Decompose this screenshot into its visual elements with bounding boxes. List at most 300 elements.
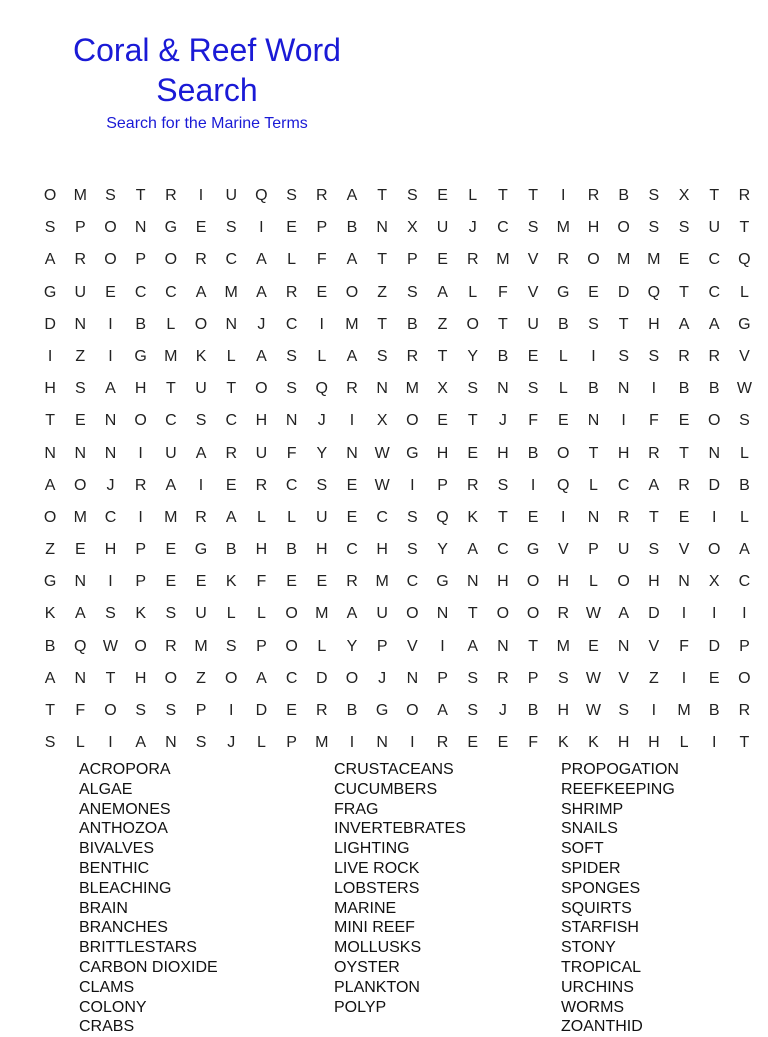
- grid-letter[interactable]: H: [255, 541, 268, 559]
- grid-letter[interactable]: G: [738, 315, 751, 333]
- grid-letter[interactable]: F: [528, 734, 538, 752]
- grid-letter[interactable]: O: [406, 702, 419, 719]
- grid-letter[interactable]: R: [255, 476, 268, 494]
- grid-letter[interactable]: I: [228, 702, 234, 719]
- grid-letter[interactable]: W: [585, 605, 602, 623]
- grid-letter[interactable]: Z: [75, 347, 86, 365]
- grid-letter[interactable]: X: [708, 573, 720, 591]
- grid-letter[interactable]: N: [587, 412, 600, 430]
- grid-letter[interactable]: T: [648, 508, 659, 526]
- grid-letter[interactable]: O: [617, 573, 630, 591]
- grid-letter[interactable]: U: [195, 605, 207, 623]
- grid-letter[interactable]: F: [286, 444, 297, 462]
- grid-letter[interactable]: I: [138, 444, 143, 462]
- grid-letter[interactable]: X: [407, 219, 418, 237]
- grid-letter[interactable]: N: [376, 380, 388, 398]
- grid-letter[interactable]: U: [617, 541, 630, 559]
- grid-letter[interactable]: N: [497, 380, 509, 398]
- grid-letter[interactable]: X: [437, 380, 448, 398]
- grid-letter[interactable]: S: [376, 347, 388, 365]
- grid-letter[interactable]: L: [739, 444, 749, 462]
- grid-letter[interactable]: E: [165, 573, 177, 591]
- grid-letter[interactable]: M: [194, 637, 208, 655]
- grid-letter[interactable]: T: [45, 702, 55, 719]
- grid-letter[interactable]: O: [406, 605, 419, 623]
- grid-letter[interactable]: N: [376, 734, 388, 752]
- grid-letter[interactable]: L: [558, 380, 568, 398]
- grid-letter[interactable]: P: [437, 476, 448, 494]
- grid-letter[interactable]: I: [651, 702, 657, 719]
- grid-letter[interactable]: N: [74, 669, 87, 687]
- grid-letter[interactable]: R: [617, 508, 630, 526]
- grid-letter[interactable]: I: [108, 573, 113, 591]
- grid-letter[interactable]: W: [585, 669, 602, 687]
- grid-letter[interactable]: R: [285, 283, 298, 301]
- grid-letter[interactable]: A: [467, 541, 479, 559]
- grid-letter[interactable]: V: [739, 347, 750, 365]
- grid-letter[interactable]: N: [346, 444, 358, 462]
- grid-letter[interactable]: A: [44, 476, 56, 494]
- grid-letter[interactable]: M: [73, 508, 87, 526]
- grid-letter[interactable]: T: [528, 187, 538, 204]
- grid-letter[interactable]: V: [648, 637, 660, 655]
- grid-letter[interactable]: R: [346, 573, 358, 591]
- grid-letter[interactable]: R: [165, 187, 177, 204]
- grid-letter[interactable]: L: [589, 476, 598, 494]
- grid-letter[interactable]: A: [346, 605, 358, 623]
- grid-letter[interactable]: A: [256, 251, 267, 269]
- grid-letter[interactable]: L: [558, 347, 568, 365]
- grid-letter[interactable]: I: [108, 347, 113, 365]
- grid-letter[interactable]: T: [498, 508, 508, 526]
- grid-letter[interactable]: S: [165, 702, 177, 719]
- grid-letter[interactable]: R: [678, 476, 690, 494]
- grid-letter[interactable]: Q: [315, 380, 328, 398]
- grid-letter[interactable]: S: [407, 508, 418, 526]
- grid-letter[interactable]: S: [467, 380, 479, 398]
- grid-letter[interactable]: O: [43, 187, 57, 204]
- grid-letter[interactable]: H: [134, 669, 147, 687]
- grid-letter[interactable]: J: [468, 219, 477, 237]
- grid-letter[interactable]: P: [135, 541, 146, 559]
- grid-letter[interactable]: G: [436, 573, 449, 591]
- grid-letter[interactable]: G: [194, 541, 208, 559]
- grid-letter[interactable]: S: [225, 219, 237, 237]
- grid-letter[interactable]: A: [678, 315, 690, 333]
- grid-letter[interactable]: R: [74, 251, 87, 269]
- grid-letter[interactable]: T: [467, 412, 478, 430]
- grid-letter[interactable]: E: [437, 187, 448, 204]
- grid-letter[interactable]: T: [105, 669, 116, 687]
- grid-letter[interactable]: O: [526, 605, 540, 623]
- grid-letter[interactable]: J: [498, 412, 507, 430]
- grid-letter[interactable]: J: [106, 476, 115, 494]
- grid-letter[interactable]: L: [287, 508, 297, 526]
- grid-letter[interactable]: A: [437, 283, 448, 301]
- grid-letter[interactable]: E: [467, 444, 479, 462]
- grid-letter[interactable]: L: [256, 605, 266, 623]
- grid-letter[interactable]: R: [346, 380, 358, 398]
- grid-letter[interactable]: S: [74, 380, 86, 398]
- grid-letter[interactable]: I: [561, 508, 566, 526]
- grid-letter[interactable]: B: [588, 380, 599, 398]
- grid-letter[interactable]: P: [739, 637, 750, 655]
- grid-letter[interactable]: H: [44, 380, 56, 398]
- grid-letter[interactable]: E: [678, 251, 690, 269]
- grid-letter[interactable]: P: [437, 669, 448, 687]
- grid-letter[interactable]: H: [557, 573, 570, 591]
- grid-letter[interactable]: N: [225, 315, 237, 333]
- grid-letter[interactable]: S: [467, 702, 479, 719]
- grid-letter[interactable]: L: [256, 508, 266, 526]
- grid-letter[interactable]: L: [226, 347, 236, 365]
- grid-letter[interactable]: V: [407, 637, 418, 655]
- grid-letter[interactable]: Z: [437, 315, 448, 333]
- grid-letter[interactable]: I: [651, 380, 657, 398]
- grid-letter[interactable]: T: [165, 380, 176, 398]
- grid-letter[interactable]: E: [316, 573, 328, 591]
- grid-letter[interactable]: S: [467, 669, 479, 687]
- grid-letter[interactable]: N: [617, 637, 630, 655]
- grid-letter[interactable]: I: [349, 412, 355, 430]
- grid-letter[interactable]: B: [407, 315, 418, 333]
- grid-letter[interactable]: T: [709, 187, 720, 204]
- grid-letter[interactable]: T: [377, 187, 388, 204]
- grid-letter[interactable]: C: [708, 251, 720, 269]
- grid-letter[interactable]: S: [527, 219, 539, 237]
- grid-letter[interactable]: Z: [196, 669, 206, 687]
- grid-letter[interactable]: B: [527, 444, 539, 462]
- grid-letter[interactable]: M: [164, 508, 178, 526]
- grid-letter[interactable]: U: [708, 219, 720, 237]
- grid-letter[interactable]: E: [346, 476, 358, 494]
- grid-letter[interactable]: T: [498, 315, 508, 333]
- grid-letter[interactable]: S: [165, 605, 177, 623]
- grid-letter[interactable]: E: [74, 412, 86, 430]
- grid-letter[interactable]: O: [707, 412, 721, 430]
- grid-letter[interactable]: T: [739, 219, 750, 237]
- grid-letter[interactable]: A: [739, 541, 750, 559]
- grid-letter[interactable]: R: [195, 508, 207, 526]
- grid-letter[interactable]: R: [708, 347, 720, 365]
- grid-letter[interactable]: S: [286, 380, 297, 398]
- grid-letter[interactable]: S: [648, 187, 660, 204]
- grid-letter[interactable]: O: [194, 315, 208, 333]
- grid-letter[interactable]: I: [440, 637, 445, 655]
- grid-letter[interactable]: O: [104, 702, 117, 719]
- grid-letter[interactable]: E: [437, 412, 448, 430]
- grid-letter[interactable]: I: [198, 476, 204, 494]
- grid-letter[interactable]: E: [195, 219, 207, 237]
- grid-letter[interactable]: G: [406, 444, 419, 462]
- grid-letter[interactable]: S: [407, 187, 418, 204]
- grid-letter[interactable]: V: [557, 541, 569, 559]
- grid-letter[interactable]: R: [316, 702, 328, 719]
- grid-letter[interactable]: E: [74, 541, 86, 559]
- grid-letter[interactable]: B: [739, 476, 750, 494]
- grid-letter[interactable]: R: [466, 476, 479, 494]
- grid-letter[interactable]: D: [708, 476, 720, 494]
- grid-letter[interactable]: R: [195, 251, 207, 269]
- grid-letter[interactable]: X: [376, 412, 388, 430]
- grid-letter[interactable]: S: [618, 347, 629, 365]
- grid-letter[interactable]: K: [557, 734, 569, 752]
- grid-letter[interactable]: T: [377, 251, 388, 269]
- grid-letter[interactable]: C: [165, 412, 177, 430]
- grid-letter[interactable]: T: [739, 734, 750, 752]
- grid-letter[interactable]: I: [349, 734, 355, 752]
- grid-letter[interactable]: R: [436, 734, 449, 752]
- grid-letter[interactable]: A: [467, 637, 479, 655]
- grid-letter[interactable]: L: [589, 573, 598, 591]
- grid-letter[interactable]: M: [224, 283, 238, 301]
- grid-letter[interactable]: R: [466, 251, 479, 269]
- grid-letter[interactable]: H: [617, 734, 630, 752]
- grid-letter[interactable]: P: [135, 573, 146, 591]
- grid-letter[interactable]: C: [285, 476, 298, 494]
- grid-letter[interactable]: O: [466, 315, 479, 333]
- grid-letter[interactable]: P: [407, 251, 418, 269]
- grid-letter[interactable]: I: [561, 187, 566, 204]
- grid-letter[interactable]: A: [618, 605, 629, 623]
- grid-letter[interactable]: M: [164, 347, 178, 365]
- grid-letter[interactable]: I: [410, 734, 415, 752]
- grid-letter[interactable]: L: [679, 734, 689, 752]
- grid-letter[interactable]: T: [226, 380, 237, 398]
- grid-letter[interactable]: E: [527, 508, 539, 526]
- grid-letter[interactable]: E: [195, 573, 207, 591]
- grid-letter[interactable]: M: [345, 315, 359, 333]
- grid-letter[interactable]: O: [406, 412, 419, 430]
- grid-letter[interactable]: E: [588, 637, 599, 655]
- grid-letter[interactable]: M: [73, 187, 87, 204]
- grid-letter[interactable]: G: [134, 347, 147, 365]
- grid-letter[interactable]: M: [496, 251, 510, 269]
- grid-letter[interactable]: A: [165, 476, 177, 494]
- grid-letter[interactable]: I: [711, 734, 717, 752]
- grid-letter[interactable]: J: [378, 669, 387, 687]
- grid-letter[interactable]: A: [256, 283, 267, 301]
- grid-letter[interactable]: E: [346, 508, 358, 526]
- grid-letter[interactable]: O: [164, 251, 178, 269]
- grid-letter[interactable]: S: [648, 347, 660, 365]
- grid-letter[interactable]: H: [255, 412, 268, 430]
- grid-letter[interactable]: M: [647, 251, 661, 269]
- grid-letter[interactable]: N: [104, 412, 117, 430]
- grid-letter[interactable]: K: [135, 605, 146, 623]
- grid-letter[interactable]: E: [316, 283, 328, 301]
- grid-letter[interactable]: A: [74, 605, 86, 623]
- grid-letter[interactable]: N: [376, 219, 388, 237]
- grid-letter[interactable]: N: [285, 412, 298, 430]
- grid-letter[interactable]: L: [739, 283, 749, 301]
- grid-letter[interactable]: I: [742, 605, 747, 623]
- grid-letter[interactable]: C: [617, 476, 630, 494]
- grid-letter[interactable]: H: [376, 541, 388, 559]
- grid-letter[interactable]: O: [738, 669, 751, 687]
- grid-letter[interactable]: B: [44, 637, 56, 655]
- grid-letter[interactable]: O: [104, 219, 117, 237]
- grid-letter[interactable]: T: [135, 187, 146, 204]
- grid-letter[interactable]: L: [287, 251, 297, 269]
- grid-letter[interactable]: S: [286, 187, 297, 204]
- grid-letter[interactable]: I: [108, 734, 113, 752]
- grid-letter[interactable]: H: [587, 219, 600, 237]
- grid-letter[interactable]: N: [678, 573, 690, 591]
- grid-letter[interactable]: W: [374, 444, 390, 462]
- grid-letter[interactable]: I: [198, 187, 204, 204]
- grid-letter[interactable]: M: [556, 637, 570, 655]
- grid-letter[interactable]: R: [165, 637, 177, 655]
- grid-letter[interactable]: A: [195, 283, 207, 301]
- grid-letter[interactable]: R: [587, 187, 600, 204]
- grid-letter[interactable]: V: [527, 283, 539, 301]
- grid-letter[interactable]: S: [527, 380, 539, 398]
- grid-letter[interactable]: E: [105, 283, 116, 301]
- grid-letter[interactable]: Y: [316, 444, 328, 462]
- grid-letter[interactable]: E: [678, 508, 690, 526]
- grid-letter[interactable]: U: [74, 283, 87, 301]
- grid-letter[interactable]: A: [346, 347, 358, 365]
- grid-letter[interactable]: N: [436, 605, 449, 623]
- grid-letter[interactable]: I: [530, 476, 536, 494]
- grid-letter[interactable]: N: [104, 444, 117, 462]
- grid-letter[interactable]: Z: [377, 283, 388, 301]
- grid-letter[interactable]: R: [134, 476, 147, 494]
- grid-letter[interactable]: B: [618, 187, 629, 204]
- grid-letter[interactable]: S: [407, 283, 418, 301]
- grid-letter[interactable]: S: [44, 734, 56, 752]
- grid-letter[interactable]: W: [585, 702, 602, 719]
- grid-letter[interactable]: O: [345, 283, 359, 301]
- grid-letter[interactable]: F: [316, 251, 327, 269]
- grid-letter[interactable]: K: [467, 508, 479, 526]
- grid-letter[interactable]: D: [44, 315, 56, 333]
- grid-letter[interactable]: T: [618, 315, 629, 333]
- grid-letter[interactable]: L: [256, 734, 266, 752]
- grid-letter[interactable]: B: [527, 702, 539, 719]
- grid-letter[interactable]: N: [466, 573, 479, 591]
- grid-letter[interactable]: H: [497, 573, 509, 591]
- grid-letter[interactable]: B: [286, 541, 297, 559]
- grid-letter[interactable]: C: [497, 541, 509, 559]
- grid-letter[interactable]: P: [256, 637, 267, 655]
- grid-letter[interactable]: L: [739, 508, 749, 526]
- grid-letter[interactable]: U: [376, 605, 388, 623]
- grid-letter[interactable]: N: [74, 444, 87, 462]
- grid-letter[interactable]: T: [679, 444, 689, 462]
- grid-letter[interactable]: Y: [467, 347, 479, 365]
- grid-letter[interactable]: T: [467, 605, 478, 623]
- grid-letter[interactable]: C: [497, 219, 509, 237]
- grid-letter[interactable]: M: [315, 605, 329, 623]
- grid-letter[interactable]: I: [47, 347, 53, 365]
- grid-letter[interactable]: B: [708, 702, 720, 719]
- grid-letter[interactable]: T: [588, 444, 599, 462]
- grid-letter[interactable]: I: [319, 315, 324, 333]
- grid-letter[interactable]: E: [497, 734, 509, 752]
- grid-letter[interactable]: E: [467, 734, 479, 752]
- grid-letter[interactable]: Z: [648, 669, 659, 687]
- grid-letter[interactable]: N: [74, 573, 87, 591]
- grid-letter[interactable]: E: [678, 412, 690, 430]
- grid-letter[interactable]: R: [738, 702, 751, 719]
- grid-letter[interactable]: D: [255, 702, 268, 719]
- grid-letter[interactable]: C: [738, 573, 751, 591]
- grid-letter[interactable]: I: [681, 669, 687, 687]
- grid-letter[interactable]: O: [285, 605, 298, 623]
- grid-letter[interactable]: N: [134, 219, 147, 237]
- grid-letter[interactable]: A: [708, 315, 720, 333]
- grid-letter[interactable]: S: [135, 702, 146, 719]
- grid-letter[interactable]: B: [497, 347, 509, 365]
- grid-letter[interactable]: I: [591, 347, 596, 365]
- grid-letter[interactable]: J: [257, 315, 266, 333]
- grid-letter[interactable]: H: [497, 444, 509, 462]
- grid-letter[interactable]: H: [436, 444, 449, 462]
- grid-letter[interactable]: Z: [45, 541, 55, 559]
- grid-letter[interactable]: Y: [346, 637, 358, 655]
- grid-letter[interactable]: F: [498, 283, 508, 301]
- grid-letter[interactable]: F: [256, 573, 267, 591]
- grid-letter[interactable]: S: [588, 315, 599, 333]
- grid-letter[interactable]: G: [164, 219, 178, 237]
- grid-letter[interactable]: K: [44, 605, 56, 623]
- grid-letter[interactable]: L: [468, 283, 478, 301]
- grid-letter[interactable]: N: [44, 444, 56, 462]
- grid-letter[interactable]: A: [437, 702, 448, 719]
- grid-letter[interactable]: H: [134, 380, 147, 398]
- grid-letter[interactable]: U: [316, 508, 328, 526]
- grid-letter[interactable]: H: [316, 541, 328, 559]
- grid-letter[interactable]: M: [616, 251, 631, 269]
- grid-letter[interactable]: E: [286, 573, 297, 591]
- grid-letter[interactable]: H: [648, 315, 660, 333]
- grid-letter[interactable]: H: [648, 573, 660, 591]
- grid-letter[interactable]: O: [74, 476, 87, 494]
- grid-letter[interactable]: C: [708, 283, 720, 301]
- grid-letter[interactable]: V: [527, 251, 539, 269]
- grid-letter[interactable]: L: [317, 637, 327, 655]
- grid-letter[interactable]: C: [225, 251, 237, 269]
- grid-letter[interactable]: S: [618, 702, 629, 719]
- grid-letter[interactable]: S: [316, 476, 328, 494]
- grid-letter[interactable]: W: [736, 380, 752, 398]
- grid-letter[interactable]: N: [74, 315, 87, 333]
- grid-letter[interactable]: U: [255, 444, 268, 462]
- grid-letter[interactable]: C: [165, 283, 177, 301]
- grid-letter[interactable]: L: [226, 605, 236, 623]
- grid-letter[interactable]: B: [225, 541, 237, 559]
- grid-letter[interactable]: M: [315, 734, 329, 752]
- grid-letter[interactable]: E: [165, 541, 177, 559]
- grid-letter[interactable]: P: [135, 251, 146, 269]
- grid-letter[interactable]: U: [527, 315, 539, 333]
- grid-letter[interactable]: M: [677, 702, 691, 719]
- grid-letter[interactable]: A: [256, 347, 267, 365]
- grid-letter[interactable]: Q: [557, 476, 570, 494]
- grid-letter[interactable]: P: [195, 702, 207, 719]
- grid-letter[interactable]: S: [648, 541, 660, 559]
- grid-letter[interactable]: Q: [738, 251, 751, 269]
- grid-letter[interactable]: N: [165, 734, 177, 752]
- grid-letter[interactable]: O: [526, 573, 540, 591]
- grid-letter[interactable]: L: [166, 315, 176, 333]
- grid-letter[interactable]: W: [102, 637, 119, 655]
- grid-letter[interactable]: O: [707, 541, 721, 559]
- grid-letter[interactable]: C: [225, 412, 237, 430]
- grid-letter[interactable]: E: [286, 702, 297, 719]
